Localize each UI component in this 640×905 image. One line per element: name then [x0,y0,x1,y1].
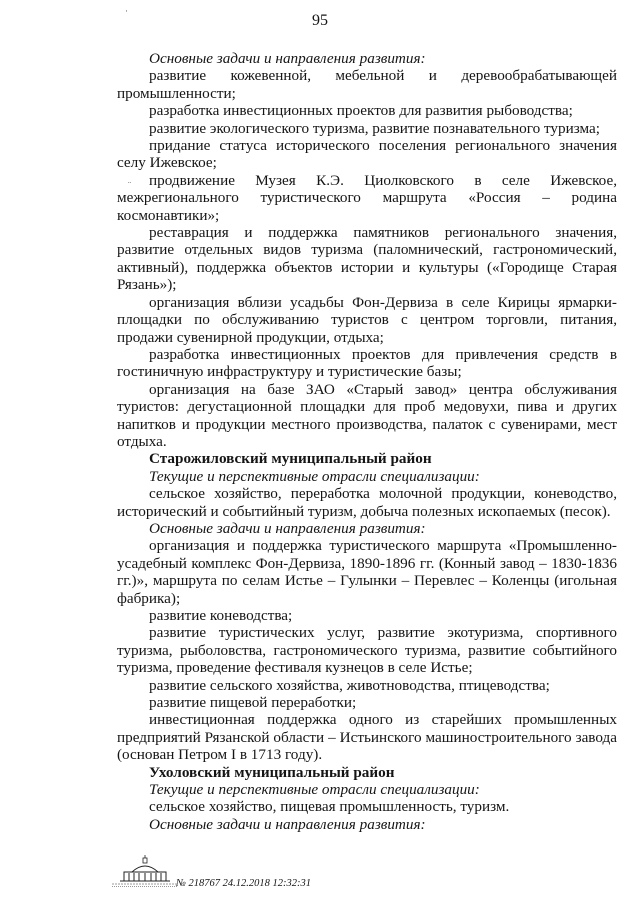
scan-mark: ¨ [128,180,131,190]
paragraph: организация и поддержка туристического маршрута «Промышленно-усадебный комплекс Фон-Дервиза, 1890-1896 гг. (Конный завод – 1830-1836 гг.)», маршрута по селам Истье – Гулынки – Перевлес – Коленцы (игольная фабрика); [117,537,617,607]
paragraph: развитие экологического туризма, развитие познавательного туризма; [149,119,600,137]
subsection-label: Текущие и перспективные отрасли специализации: [149,467,480,485]
subsection-label: Текущие и перспективные отрасли специализации: [149,781,480,799]
paragraph: развитие коневодства; [149,607,293,624]
document-body [117,50,617,833]
paragraph: придание статуса исторического поселения регионального значения селу Ижевское; [117,137,617,172]
paragraph: разработка инвестиционных проектов для развития рыбоводства; [149,102,573,120]
paragraph: реставрация и поддержка памятников регионального значения, развитие отдельных видов туризма (паломнический, гастрономический, активный), поддержка объектов истории и культуры («Городище Старая Рязань»); [117,224,617,294]
section-heading: Старожиловский муниципальный район [149,450,432,468]
paragraph: продвижение Музея К.Э. Циолковского в селе Ижевское, межрегионального туристического маршрута «Россия – родина космонавтики»; [117,171,617,224]
paragraph: инвестиционная поддержка одного из старейших промышленных предприятий Рязанской области – Истьинского машиностроительного завода (основан Петром I в 1713 году). [117,711,617,764]
paragraph: развитие пищевой переработки; [149,694,357,712]
paragraph: развитие туристических услуг, развитие экотуризма, спортивного туризма, рыболовства, гастрономического туризма, развитие событийного туризма, проведение фестиваля кузнецов в селе Истье; [117,624,617,677]
section-heading: Ухоловский муниципальный район [149,763,395,781]
page-number: 95 [312,12,328,29]
paragraph: сельское хозяйство, пищевая промышленность, туризм. [149,798,510,816]
document-number-stamp: № 218767 24.12.2018 12:32:31 [176,878,312,889]
subsection-label: Основные задачи и направления развития: [149,519,426,537]
paragraph: организация вблизи усадьбы Фон-Дервиза в селе Кирицы ярмарки-площадки по обслуживанию туристов с центром торговли, питания, продажи сувенирной продукции, отдыха; [117,293,617,346]
paragraph: организация на базе ЗАО «Старый завод» центра обслуживания туристов: дегустационной площадки для проб медовухи, пива и других напитков и продукции местного производства, палаток с сувенирами, мест отдыха. [117,380,617,450]
paragraph: сельское хозяйство, переработка молочной продукции, коневодство, исторический и событийный туризм, добыча полезных ископаемых (песок). [117,485,617,520]
subsection-label: Основные задачи и направления развития: [149,815,426,833]
subsection-label: Основные задачи и направления развития: [149,50,426,67]
paragraph: развитие сельского хозяйства, животноводства, птицеводства; [149,676,550,694]
paragraph: развитие кожевенной, мебельной и деревообрабатывающей промышленности; [117,67,617,102]
scan-mark: · [125,6,128,16]
paragraph: разработка инвестиционных проектов для привлечения средств в гостиничную инфраструктуру и туристические базы; [117,345,617,381]
building-logo-icon [110,854,180,888]
